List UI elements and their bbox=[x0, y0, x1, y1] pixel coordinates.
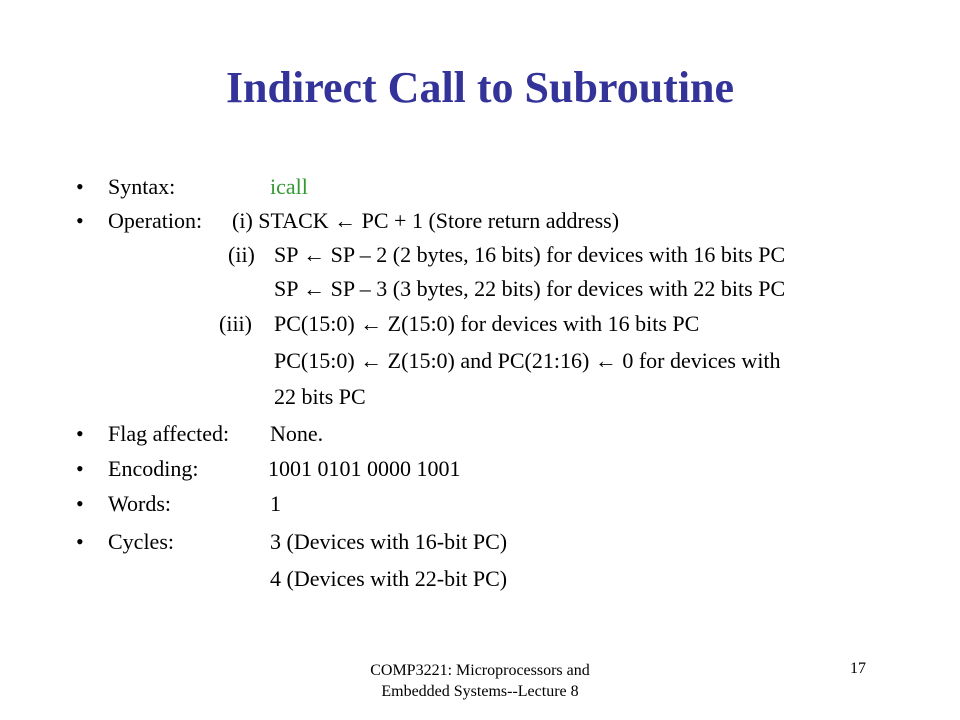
encoding-label: Encoding: bbox=[108, 456, 199, 481]
bullet: • bbox=[76, 529, 84, 554]
operation-step3b: PC(15:0) ← Z(15:0) and PC(21:16) ← 0 for devices with bbox=[274, 348, 781, 373]
operation-step1: (i) STACK ← PC + 1 (Store return address) bbox=[232, 208, 620, 233]
operation-step2-marker: (ii) bbox=[228, 242, 255, 267]
operation-step2a: SP ← SP – 2 (2 bytes, 16 bits) for devices with 16 bits PC bbox=[274, 242, 786, 267]
encoding-value: 1001 0101 0000 1001 bbox=[268, 456, 461, 481]
operation-step2b: SP ← SP – 3 (3 bytes, 22 bits) for devices with 22 bits PC bbox=[274, 276, 786, 301]
bullet: • bbox=[76, 491, 84, 516]
cycles-value-1: 3 (Devices with 16-bit PC) bbox=[270, 529, 508, 554]
flags-label: Flag affected: bbox=[108, 421, 230, 446]
syntax-value: icall bbox=[270, 174, 308, 199]
slide-title: Indirect Call to Subroutine bbox=[225, 63, 735, 112]
page-number: 17 bbox=[850, 660, 866, 677]
words-value: 1 bbox=[270, 491, 281, 516]
operation-step3c: 22 bits PC bbox=[274, 384, 366, 409]
syntax-label: Syntax: bbox=[108, 174, 176, 199]
bullet: • bbox=[76, 174, 84, 199]
footer-line-2: Embedded Systems--Lecture 8 bbox=[381, 683, 579, 700]
cycles-value-2: 4 (Devices with 22-bit PC) bbox=[270, 566, 508, 591]
bullet: • bbox=[76, 421, 84, 446]
flags-value: None. bbox=[270, 421, 324, 446]
operation-label: Operation: bbox=[108, 208, 203, 233]
cycles-label: Cycles: bbox=[108, 529, 174, 554]
words-label: Words: bbox=[108, 491, 172, 516]
slide-footer bbox=[310, 660, 650, 702]
bullet: • bbox=[76, 456, 84, 481]
footer-line-1: COMP3221: Microprocessors and bbox=[370, 662, 590, 679]
operation-step3-marker: (iii) bbox=[219, 311, 252, 336]
bullet: • bbox=[76, 208, 84, 233]
operation-step3a: PC(15:0) ← Z(15:0) for devices with 16 bits PC bbox=[274, 311, 700, 336]
